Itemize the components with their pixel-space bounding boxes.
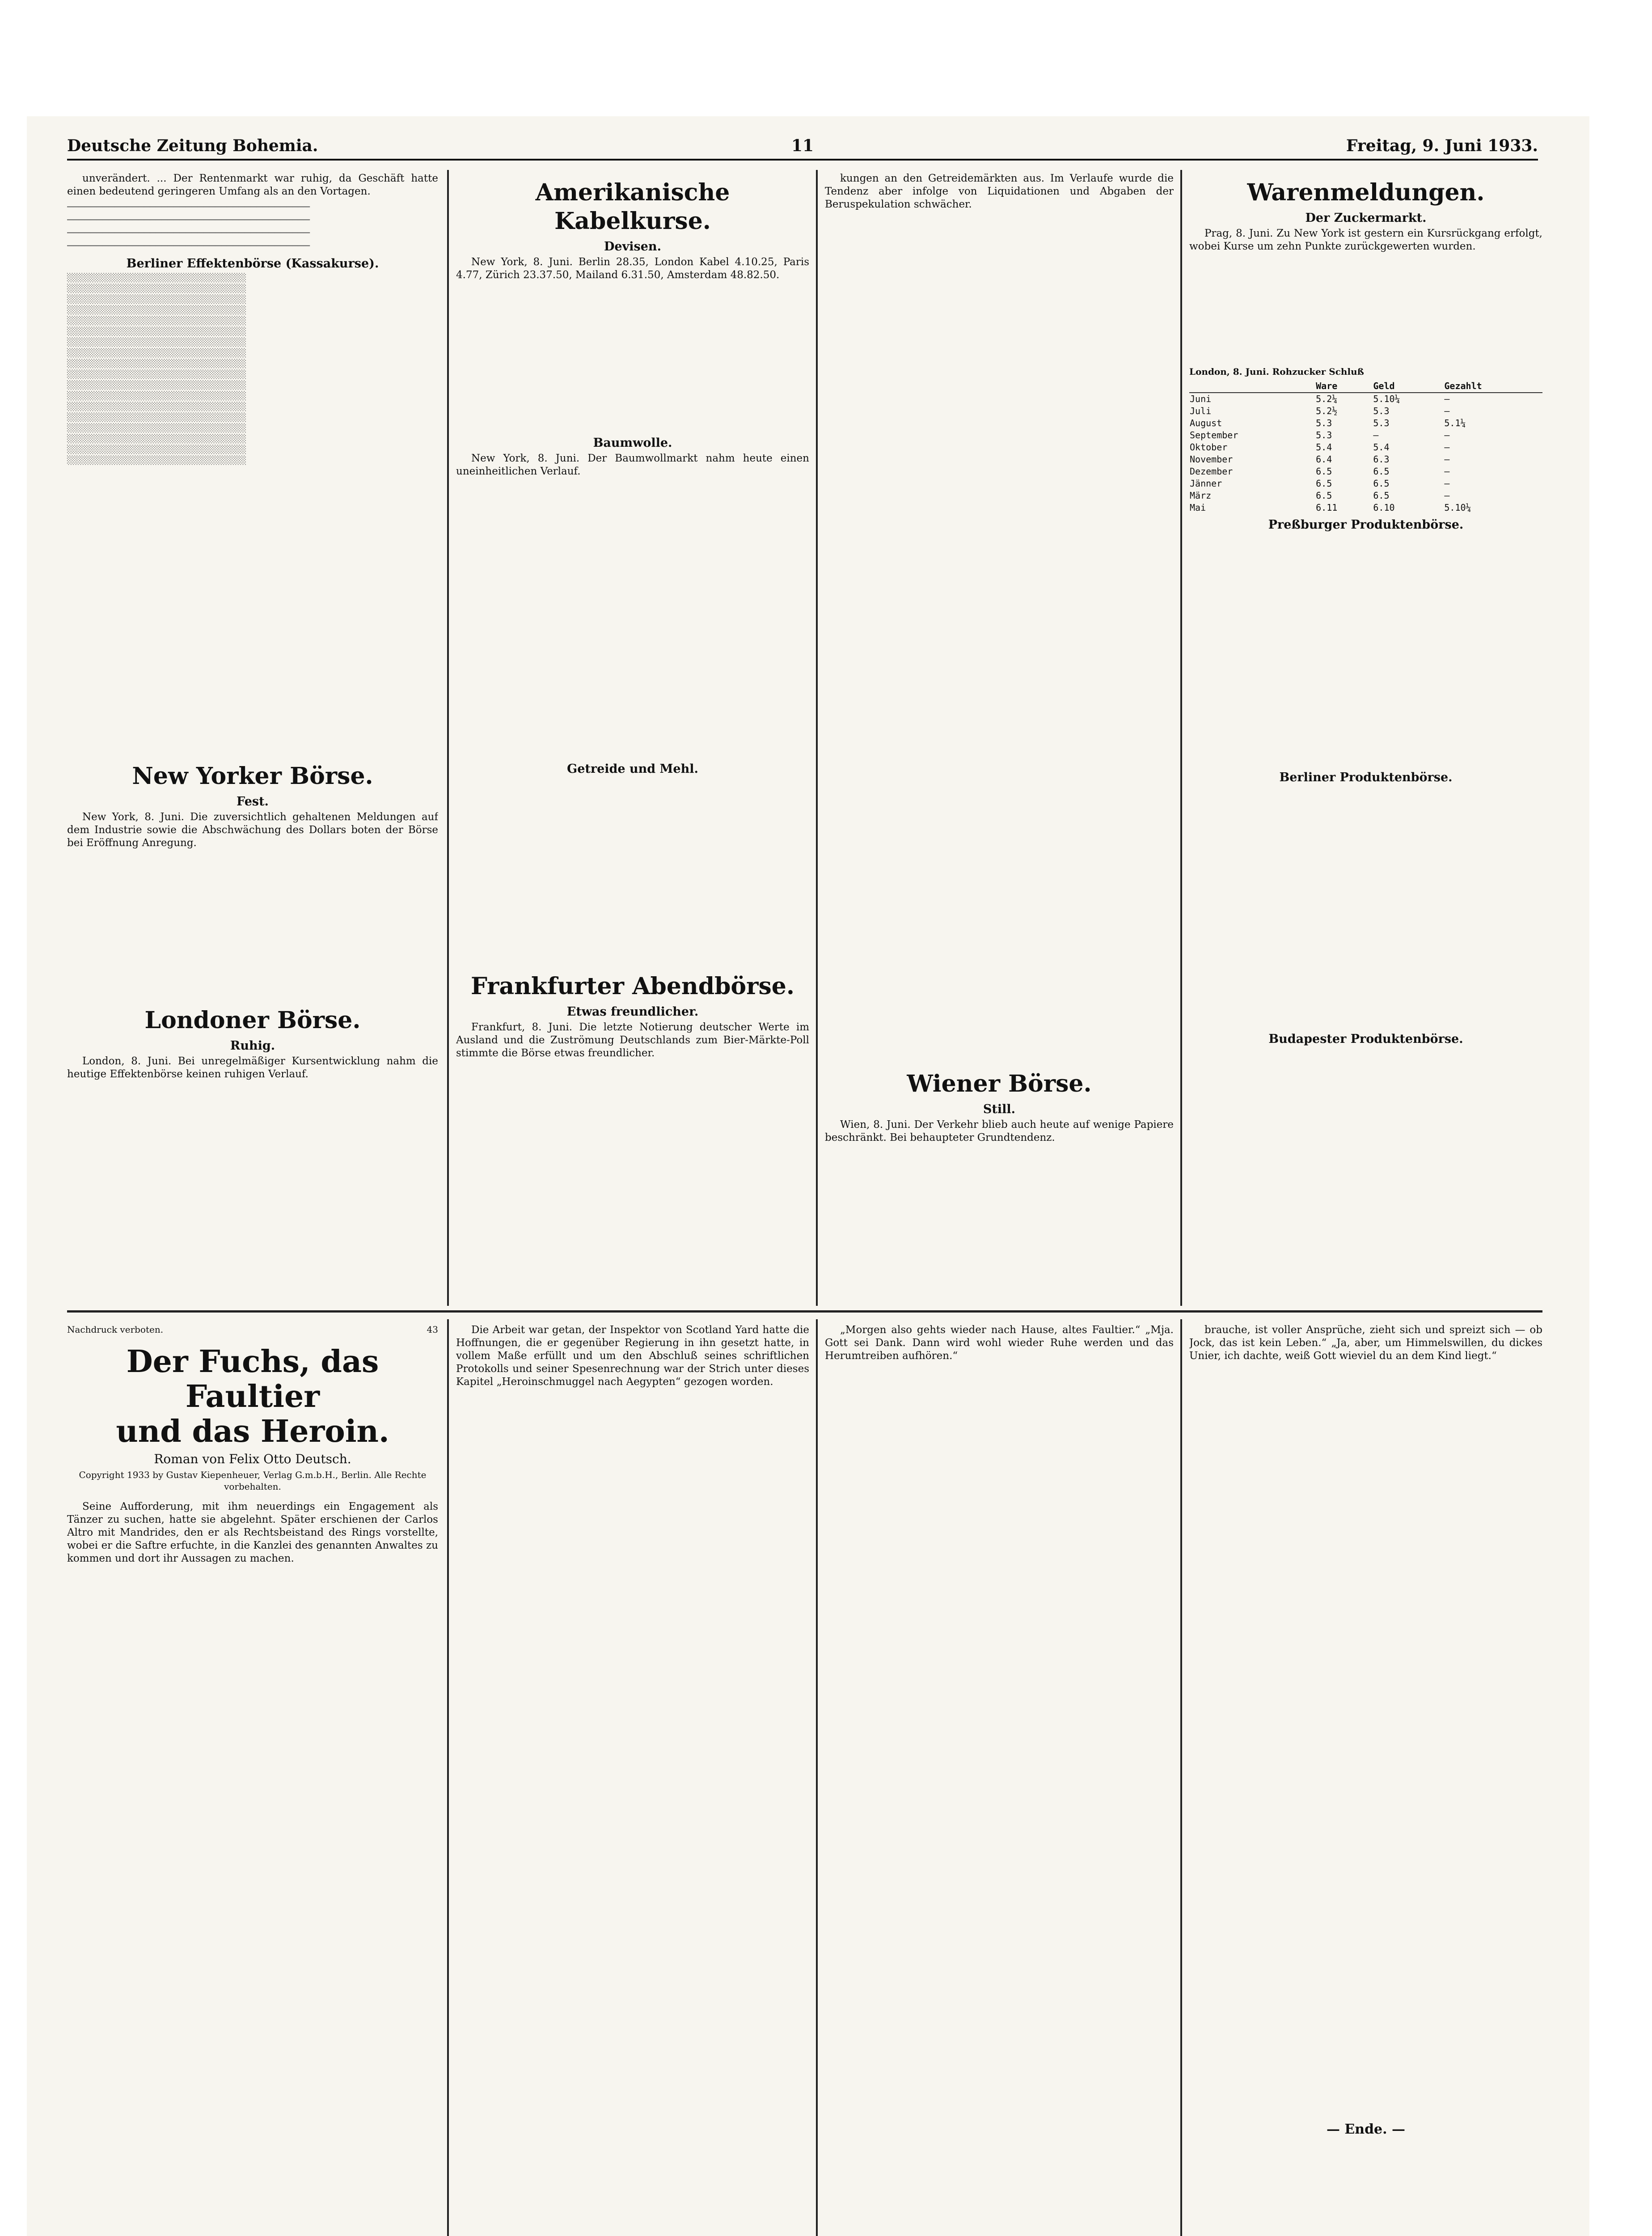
table-cell: — bbox=[1444, 442, 1450, 453]
serial-column-1 bbox=[67, 1324, 438, 2236]
table-cell: 6.10 bbox=[1373, 502, 1395, 513]
vienna-exchange-tendency: Still. bbox=[983, 1102, 1016, 1116]
table-cell: — bbox=[1444, 430, 1450, 440]
ny-exchange-heading: New Yorker Börse. bbox=[132, 762, 373, 790]
ny-exchange-tendency: Fest. bbox=[237, 795, 269, 809]
table-cell: Juli bbox=[1190, 406, 1212, 416]
table-cell: — bbox=[1444, 490, 1450, 501]
frankfurt-exchange-text: Frankfurt, 8. Juni. Die letzte Notierung deutscher Werte im Ausland und die Zuströmung Deutschlands zum Bier-Märkte-Poll stimmte die Börse etwas freundlicher. bbox=[456, 1021, 809, 1059]
table-row bbox=[1189, 393, 1542, 405]
serial-column-4 bbox=[1189, 1324, 1542, 2236]
cotton-text: New York, 8. Juni. Der Baumwollmarkt nahm heute einen uneinheitlichen Verlauf. bbox=[456, 453, 809, 477]
body-text bbox=[456, 778, 809, 966]
table-cell: 5.10¼ bbox=[1444, 502, 1471, 513]
page-number: 11 bbox=[791, 136, 814, 155]
frankfurt-exchange-tendency: Etwas freundlicher. bbox=[566, 1005, 699, 1019]
table-row bbox=[1189, 490, 1542, 502]
table-cell: — bbox=[1444, 394, 1450, 404]
london-sugar-table bbox=[1189, 380, 1542, 514]
table-cell: Jänner bbox=[1190, 478, 1222, 489]
berlin-produce-heading: Berliner Produktenbörse. bbox=[1279, 771, 1453, 784]
body-text bbox=[1189, 256, 1542, 363]
newspaper-name: Deutsche Zeitung Bohemia. bbox=[67, 136, 318, 155]
table-cell: 6.5 bbox=[1316, 478, 1332, 489]
issue-date: Freitag, 9. Juni 1933. bbox=[1346, 136, 1538, 155]
table-row bbox=[1189, 441, 1542, 453]
table-cell: 5.3 bbox=[1373, 418, 1390, 428]
london-sugar-table-title: London, 8. Juni. Rohzucker Schluß bbox=[1189, 366, 1364, 377]
running-header bbox=[67, 132, 1538, 161]
body-text bbox=[456, 481, 809, 758]
table-cell: 6.5 bbox=[1316, 466, 1332, 477]
table-cell: 5.1¼ bbox=[1444, 418, 1466, 428]
table-row bbox=[1189, 453, 1542, 466]
serial-text: Die Arbeit war getan, der Inspektor von Scotland Yard hatte die Hoffnungen, die er gegenüber Regierung in ihn gesetzt hatte, in vollem Maße erfüllt und um den Abschluß seines schriftlichen Protokolls und seiner Spesenrechnung war der Strich unter dieses Kapitel „Heroinschmuggel nach Aegypten“ gezogen worden. bbox=[456, 1324, 809, 1388]
serial-column-2 bbox=[456, 1324, 809, 2236]
serial-text: brauche, ist voller Ansprüche, zieht sich und spreizt sich — ob Jock, das ist kein Leben.“ „Ja, aber, um Himmelswillen, du dickes Unier, ich dachte, weiß Gott wieviel du an dem Kind liegt.“ bbox=[1189, 1324, 1542, 1362]
column-rule bbox=[1180, 170, 1182, 1306]
table-cell: 5.2½ bbox=[1316, 406, 1338, 416]
london-exchange-heading: Londoner Börse. bbox=[144, 1007, 361, 1034]
serial-text: Seine Aufforderung, mit ihm neuerdings ein Engagement als Tänzer zu suchen, hatte sie abgelehnt. Später erschienen der Carlos Altro mit Mandrides, den er als Rechtsbeistand des Rings vorstellte, wobei er die Saftre erfuchte, in die Kanzlei des genannten Anwaltes zu kommen und dort ihr Aussagen zu machen. bbox=[67, 1501, 438, 1564]
table-cell: Oktober bbox=[1190, 442, 1228, 453]
sugar-market-text: Prag, 8. Juni. Zu New York ist gestern ein Kursrückgang erfolgt, wobei Kurse um zehn Punkte zurückgewerten wurden. bbox=[1189, 228, 1542, 252]
stock-listing: ░░░░░░░░░░░░░░░░░░░░░░░░░░░░░░░░░░░░░ ░░░░░░░░░░░░░░░░░░░░░░░░░░░░░░░░░░░░░ ░░░░░░░░░░░░░░░░░░░░░░░░░░░░░░░░░░░░░ ░░░░░░░░░░░░░░░░░░░░░░░░░░░░░░░░░░░░░ ░░░░░░░░░░░░░░░░░░░░░░░░░░░░░░░░░░░░░ ░░░░░░░░░░░░░░░░░░░░░░░░░░░░░░░░░░░░░ ░░░░░░░░░░░░░░░░░░░░░░░░░░░░░░░░░░░░░ ░░░░░░░░░░░░░░░░░░░░░░░░░░░░░░░░░░░░░ ░░░░░░░░░░░░░░░░░░░░░░░░░░░░░░░░░░░░░ ░░░░░░░░░░░░░░░░░░░░░░░░░░░░░░░░░░░░░ ░░░░░░░░░░░░░░░░░░░░░░░░░░░░░░░░░░░░░ ░░░░░░░░░░░░░░░░░░░░░░░░░░░░░░░░░░░░░ ░░░░░░░░░░░░░░░░░░░░░░░░░░░░░░░░░░░░░ ░░░░░░░░░░░░░░░░░░░░░░░░░░░░░░░░░░░░░ ░░░░░░░░░░░░░░░░░░░░░░░░░░░░░░░░░░░░░ ░░░░░░░░░░░░░░░░░░░░░░░░░░░░░░░░░░░░░ ░░░░░░░░░░░░░░░░░░░░░░░░░░░░░░░░░░░░░ ░░░░░░░░░░░░░░░░░░░░░░░░░░░░░░░░░░░░░ bbox=[67, 273, 246, 465]
table-cell: 5.4 bbox=[1373, 442, 1390, 453]
table-row bbox=[1189, 405, 1542, 417]
serial-text: „Morgen also gehts wieder nach Hause, altes Faultier.“ „Mja. Gott sei Dank. Dann wird wohl wieder Ruhe werden und das Herumtreiben aufhören.“ bbox=[825, 1324, 1174, 1362]
serial-title-line-2: und das Heroin. bbox=[116, 1414, 389, 1449]
column-2 bbox=[456, 172, 809, 1306]
table-cell: 6.5 bbox=[1316, 490, 1332, 501]
table-header-cell bbox=[1189, 380, 1315, 393]
table-header-cell: Geld bbox=[1373, 380, 1444, 393]
body-text bbox=[456, 284, 809, 432]
devisen-heading: Devisen. bbox=[604, 240, 661, 254]
vienna-exchange-heading: Wiener Börse. bbox=[907, 1070, 1092, 1097]
grain-heading: Getreide und Mehl. bbox=[567, 762, 698, 776]
london-exchange-tendency: Ruhig. bbox=[230, 1039, 275, 1053]
table-cell: 6.4 bbox=[1316, 454, 1332, 465]
table-cell: 6.11 bbox=[1316, 502, 1338, 513]
serial-header bbox=[67, 1324, 438, 1335]
table-cell: 6.3 bbox=[1373, 454, 1390, 465]
table-header-cell: Gezahlt bbox=[1444, 380, 1542, 393]
berlin-exchange-heading: Berliner Effektenbörse (Kassakurse). bbox=[126, 257, 379, 271]
table-cell: 5.10¼ bbox=[1373, 394, 1400, 404]
serial-author: Roman von Felix Otto Deutsch. bbox=[154, 1452, 351, 1466]
sugar-market-heading: Der Zuckermarkt. bbox=[1305, 211, 1427, 225]
scan-margin bbox=[1589, 0, 1652, 2236]
table-cell: 5.3 bbox=[1316, 430, 1332, 440]
end-marker: — Ende. — bbox=[1326, 2122, 1406, 2137]
column-rule bbox=[447, 1319, 449, 2236]
table-row bbox=[1189, 429, 1542, 441]
end-label: Ende. bbox=[1344, 2122, 1387, 2137]
reprint-notice: Nachdruck verboten. bbox=[67, 1324, 164, 1335]
table-cell: — bbox=[1444, 478, 1450, 489]
table-row bbox=[1189, 466, 1542, 478]
vienna-exchange-text: Wien, 8. Juni. Der Verkehr blieb auch heute auf wenige Papiere beschränkt. Bei behaupteter Grundtendenz. bbox=[825, 1119, 1174, 1143]
commodity-news-heading: Warenmeldungen. bbox=[1247, 179, 1485, 206]
table-cell: 5.3 bbox=[1316, 418, 1332, 428]
body-text bbox=[825, 214, 1174, 1063]
table-cell: 6.5 bbox=[1373, 490, 1390, 501]
table-cell: 5.3 bbox=[1373, 406, 1390, 416]
table-cell: 6.5 bbox=[1373, 466, 1390, 477]
table-row bbox=[1189, 478, 1542, 490]
ny-exchange-text: New York, 8. Juni. Die zuversichtlich gehaltenen Meldungen auf dem Industrie sowie die Abschwächung des Dollars boten der Börse bei Eröffnung Anregung. bbox=[67, 811, 438, 849]
body-text: ───────────────────────────────────────── ───────────────────────────────────────── ───────────────────────────────────────── ───────────────────────────────────────── bbox=[67, 202, 310, 252]
table-cell: November bbox=[1190, 454, 1233, 465]
table-cell: März bbox=[1190, 490, 1212, 501]
column-rule bbox=[447, 170, 449, 1306]
cable-rates-heading: Amerikanische Kabelkurse. bbox=[535, 179, 730, 235]
serial-column-3 bbox=[825, 1324, 1174, 2236]
pressburg-exchange-heading: Preßburger Produktenbörse. bbox=[1268, 518, 1464, 532]
grain-market-text: kungen an den Getreidemärkten aus. Im Verlaufe wurde die Tendenz aber infolge von Liquidationen und Abgaben der Beruspekulation schwächer. bbox=[825, 173, 1174, 210]
column-3 bbox=[825, 172, 1174, 1306]
intro-text: unverändert. ... Der Rentenmarkt war ruhig, da Geschäft hatte einen bedeutend geringeren Umfang als an den Vortagen. bbox=[67, 173, 438, 197]
table-cell: 5.2¼ bbox=[1316, 394, 1338, 404]
table-row bbox=[1189, 417, 1542, 429]
body-text bbox=[1189, 787, 1542, 1028]
column-rule bbox=[816, 170, 818, 1306]
table-cell: 6.5 bbox=[1373, 478, 1390, 489]
table-cell: September bbox=[1190, 430, 1238, 440]
column-rule bbox=[816, 1319, 818, 2236]
table-header-cell: Ware bbox=[1315, 380, 1373, 393]
table-cell: — bbox=[1373, 430, 1379, 440]
frankfurt-exchange-heading: Frankfurter Abendbörse. bbox=[471, 973, 794, 1000]
table-cell: Dezember bbox=[1190, 466, 1233, 477]
body-text bbox=[1189, 534, 1542, 767]
column-rule bbox=[1180, 1319, 1182, 2236]
table-cell: — bbox=[1444, 466, 1450, 477]
serial-title bbox=[67, 1344, 438, 1449]
london-exchange-text: London, 8. Juni. Bei unregelmäßiger Kursentwicklung nahm die heutige Effektenbörse keinen ruhigen Verlauf. bbox=[67, 1055, 438, 1080]
devisen-text: New York, 8. Juni. Berlin 28.35, London Kabel 4.10.25, Paris 4.77, Zürich 23.37.50, Mailand 6.31.50, Amsterdam 48.82.50. bbox=[456, 256, 809, 281]
serial-title-line-1: Der Fuchs, das Faultier bbox=[126, 1344, 379, 1414]
table-cell: — bbox=[1444, 406, 1450, 416]
budapest-produce-heading: Budapester Produktenbörse. bbox=[1268, 1032, 1463, 1046]
body-text bbox=[67, 852, 438, 1000]
copyright-notice: Copyright 1933 by Gustav Kiepenheuer, Verlag G.m.b.H., Berlin. Alle Rechte vorbehalten. bbox=[79, 1469, 427, 1492]
section-rule bbox=[67, 1310, 1542, 1313]
table-cell: 5.4 bbox=[1316, 442, 1332, 453]
column-1 bbox=[67, 172, 438, 1306]
table-cell: Juni bbox=[1190, 394, 1212, 404]
table-row bbox=[1189, 502, 1542, 514]
column-4 bbox=[1189, 172, 1542, 1306]
installment-number: 43 bbox=[427, 1324, 438, 1335]
cotton-heading: Baumwolle. bbox=[593, 436, 672, 450]
table-cell: Mai bbox=[1190, 502, 1206, 513]
table-cell: August bbox=[1190, 418, 1222, 428]
table-cell: — bbox=[1444, 454, 1450, 465]
